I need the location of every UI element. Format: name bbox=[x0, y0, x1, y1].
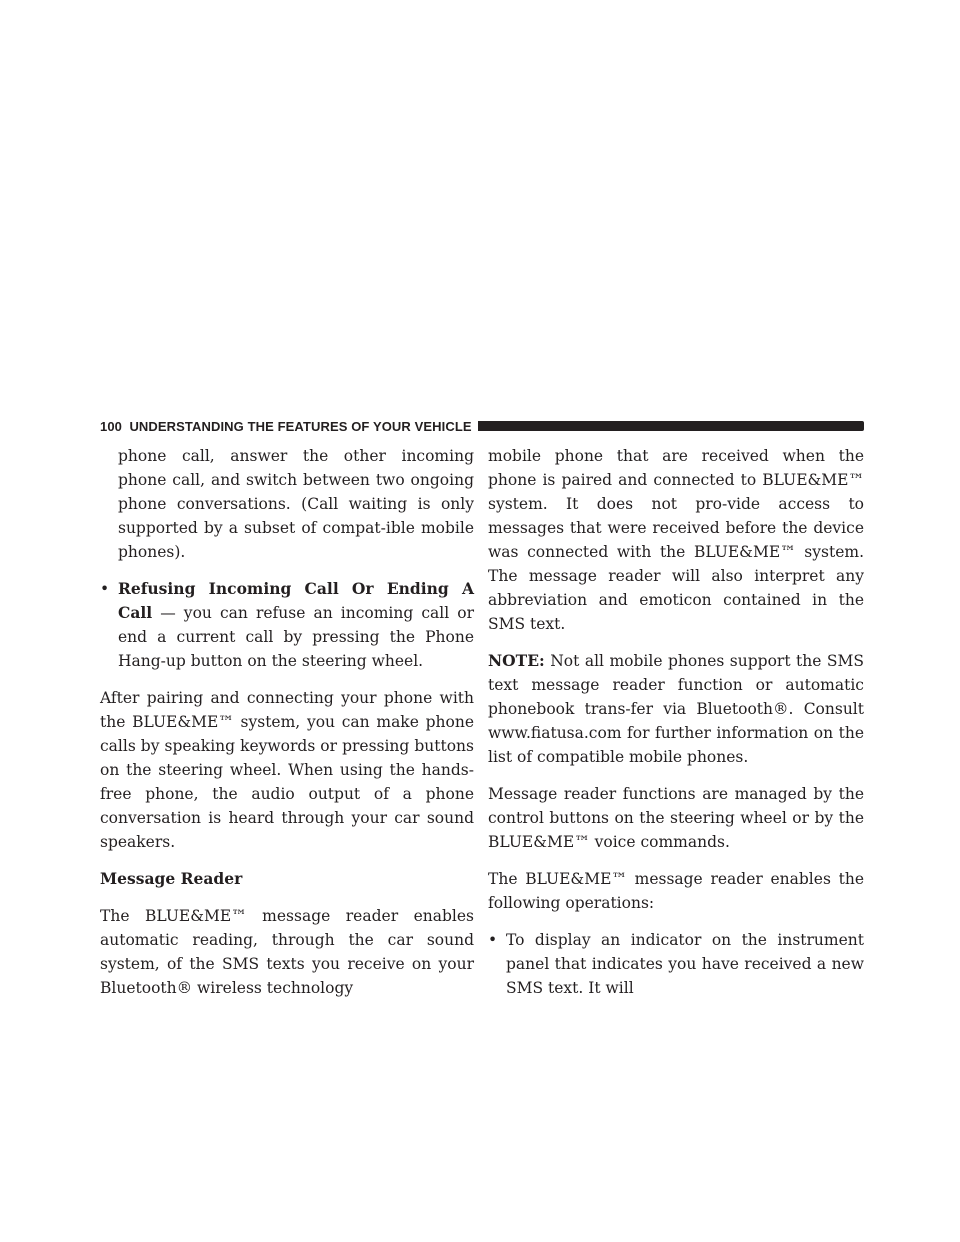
functions-paragraph: Message reader functions are managed by the control buttons on the steering wheel or by the BLUE&ME™ voice commands. bbox=[488, 785, 864, 851]
page-number: 100 bbox=[100, 418, 122, 434]
bullet-text: To display an indicator on the instrument panel that indicates you have received a new SMS text. It will bbox=[506, 931, 864, 997]
note-paragraph bbox=[488, 649, 864, 769]
bullet-indicator bbox=[488, 928, 864, 1000]
left-column bbox=[100, 444, 474, 1013]
bullet-title: Refusing Incoming Call Or Ending A Call bbox=[118, 579, 474, 622]
continuation-paragraph: mobile phone that are received when the phone is paired and connected to BLUE&ME™ system. It does not pro-vide access to messages that were received before the device was connected with the BLUE&ME™ system. The message reader will also interpret any abbreviation and emoticon contained in the SMS text. bbox=[488, 447, 864, 633]
operations-paragraph: The BLUE&ME™ message reader enables the following operations: bbox=[488, 870, 864, 912]
note-text: Not all mobile phones support the SMS text message reader function or automatic phonebook trans-fer via Bluetooth®. Consult www.fiatusa.com for further information on the list of compatible mobile phones. bbox=[488, 652, 864, 766]
page-header bbox=[100, 416, 864, 436]
continuation-paragraph: phone call, answer the other incoming phone call, and switch between two ongoing phone conversations. (Call waiting is only supported by a subset of compat-ible mobile phones). bbox=[118, 447, 474, 561]
right-column bbox=[488, 444, 864, 1013]
bullet-icon: • bbox=[100, 580, 110, 598]
bullet-icon: • bbox=[488, 931, 498, 949]
section-title: UNDERSTANDING THE FEATURES OF YOUR VEHICLE bbox=[129, 418, 472, 434]
header-text bbox=[100, 419, 472, 434]
header-rule bbox=[478, 421, 864, 431]
message-reader-paragraph: The BLUE&ME™ message reader enables automatic reading, through the car sound system, of the SMS texts you receive on your Bluetooth® wireless technology bbox=[100, 907, 474, 997]
bullet-text: — you can refuse an incoming call or end a current call by pressing the Phone Hang-up button on the steering wheel. bbox=[118, 604, 474, 670]
pairing-paragraph: After pairing and connecting your phone with the BLUE&ME™ system, you can make phone calls by speaking keywords or pressing buttons on the steering wheel. When using the hands-free phone, the audio output of a phone conversation is heard through your car sound speakers. bbox=[100, 689, 474, 851]
bullet-refusing-call bbox=[100, 577, 474, 673]
section-heading: Message Reader bbox=[100, 869, 243, 888]
note-label: NOTE: bbox=[488, 651, 545, 670]
